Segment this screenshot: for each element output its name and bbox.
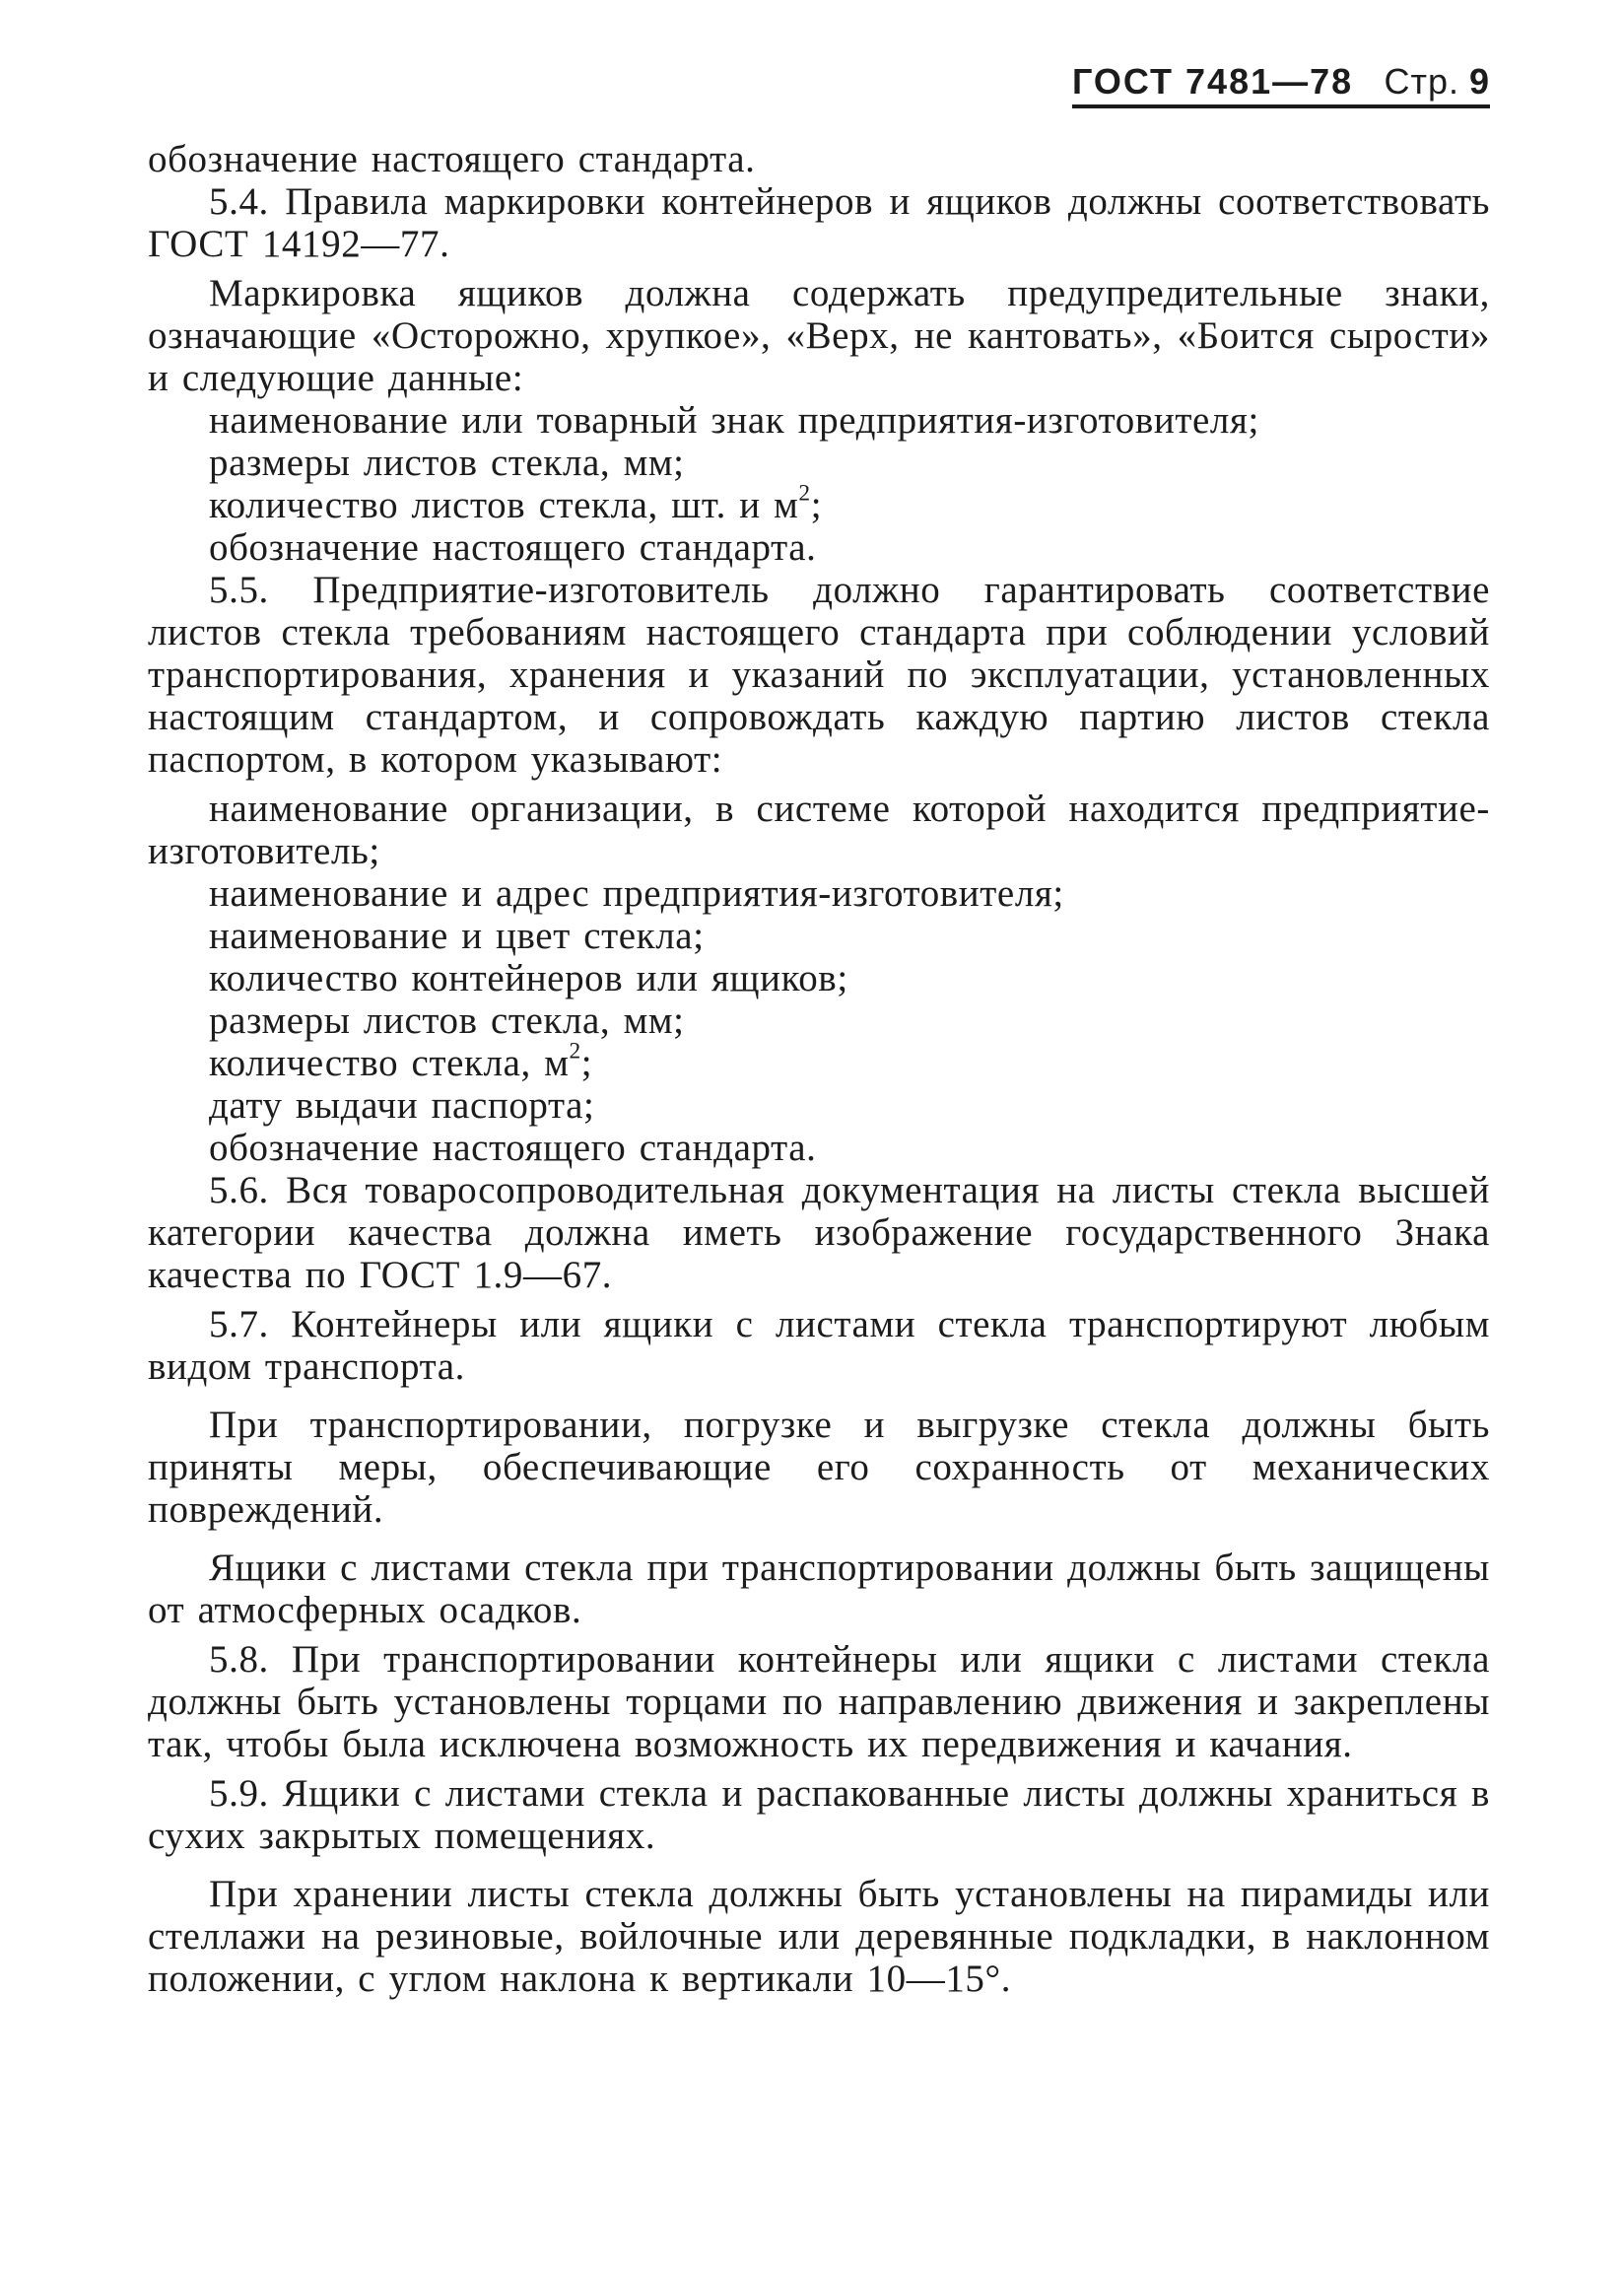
superscript: 2 [569, 1038, 581, 1065]
page-indicator [1384, 59, 1490, 104]
document-body [148, 138, 1490, 2000]
superscript: 2 [798, 480, 811, 507]
list-item-end: ; [810, 484, 823, 526]
list-item: количество контейнеров или ящиков; [209, 957, 848, 999]
paragraph: Маркировка ящиков должна содержать предупредительные знаки, означающие «Осторожно, хрупкое», «Верх, не кантовать», «Боится сырости» и следующие данные: [148, 272, 1490, 399]
list-item: дату выдачи паспорта; [209, 1084, 595, 1127]
list-item: обозначение настоящего стандарта. [209, 526, 817, 569]
list-item-end: ; [580, 1042, 593, 1084]
clause-5-8: 5.8. При транспортировании контейнеры или ящики с листами стекла должны быть установлены торцами по направлению движения и закреплены так, чтобы была исключена возможность их передвижения и качания. [148, 1638, 1490, 1765]
list-item: обозначение настоящего стандарта. [209, 1127, 817, 1169]
list-item [148, 480, 1490, 526]
clause-5-7: 5.7. Контейнеры или ящики с листами стекла транспортируют любым видом транспорта. [148, 1303, 1490, 1388]
standard-number: ГОСТ 7481—78 [1072, 61, 1354, 102]
list-item: наименование или товарный знак предприятия-изготовителя; [209, 399, 1259, 442]
list-item: наименование и цвет стекла; [209, 915, 705, 957]
list-item: размеры листов стекла, мм; [209, 442, 685, 484]
paragraph: Ящики с листами стекла при транспортировании должны быть защищены от атмосферных осадков. [148, 1547, 1490, 1631]
page-header [1072, 59, 1490, 108]
list-item-text: количество стекла, м [209, 1042, 570, 1084]
clause-5-6: 5.6. Вся товаросопроводительная документация на листы стекла высшей категории качества должна иметь изображение государственного Знака качества по ГОСТ 1.9—67. [148, 1169, 1490, 1296]
page-label: Стр. [1384, 61, 1459, 102]
paragraph: При хранении листы стекла должны быть установлены на пирамиды или стеллажи на резиновые, войлочные или деревянные подкладки, в наклонном положении, с углом наклона к вертикали 10—15°. [148, 1873, 1490, 2000]
list-item: размеры листов стекла, мм; [209, 999, 685, 1042]
page-number: 9 [1468, 61, 1490, 102]
paragraph: обозначение настоящего стандарта. [148, 138, 756, 180]
list-item [148, 1038, 1490, 1084]
list-item: наименование организации, в системе которой находится предприятие-изготовитель; [148, 788, 1490, 872]
list-item: наименование и адрес предприятия-изготовителя; [209, 872, 1064, 915]
clause-5-9: 5.9. Ящики с листами стекла и распакованные листы должны храниться в сухих закрытых помещениях. [148, 1772, 1490, 1857]
clause-5-5: 5.5. Предприятие-изготовитель должно гарантировать соответствие листов стекла требованиям настоящего стандарта при соблюдении условий транспортирования, хранения и указаний по эксплуатации, установленных настоящим стандартом, и сопровождать каждую партию листов стекла паспортом, в котором указывают: [148, 569, 1490, 781]
paragraph: При транспортировании, погрузке и выгрузке стекла должны быть приняты меры, обеспечивающие его сохранность от механических повреждений. [148, 1404, 1490, 1531]
list-item-text: количество листов стекла, шт. и м [209, 484, 799, 526]
clause-5-4: 5.4. Правила маркировки контейнеров и ящиков должны соответствовать ГОСТ 14192—77. [148, 180, 1490, 265]
